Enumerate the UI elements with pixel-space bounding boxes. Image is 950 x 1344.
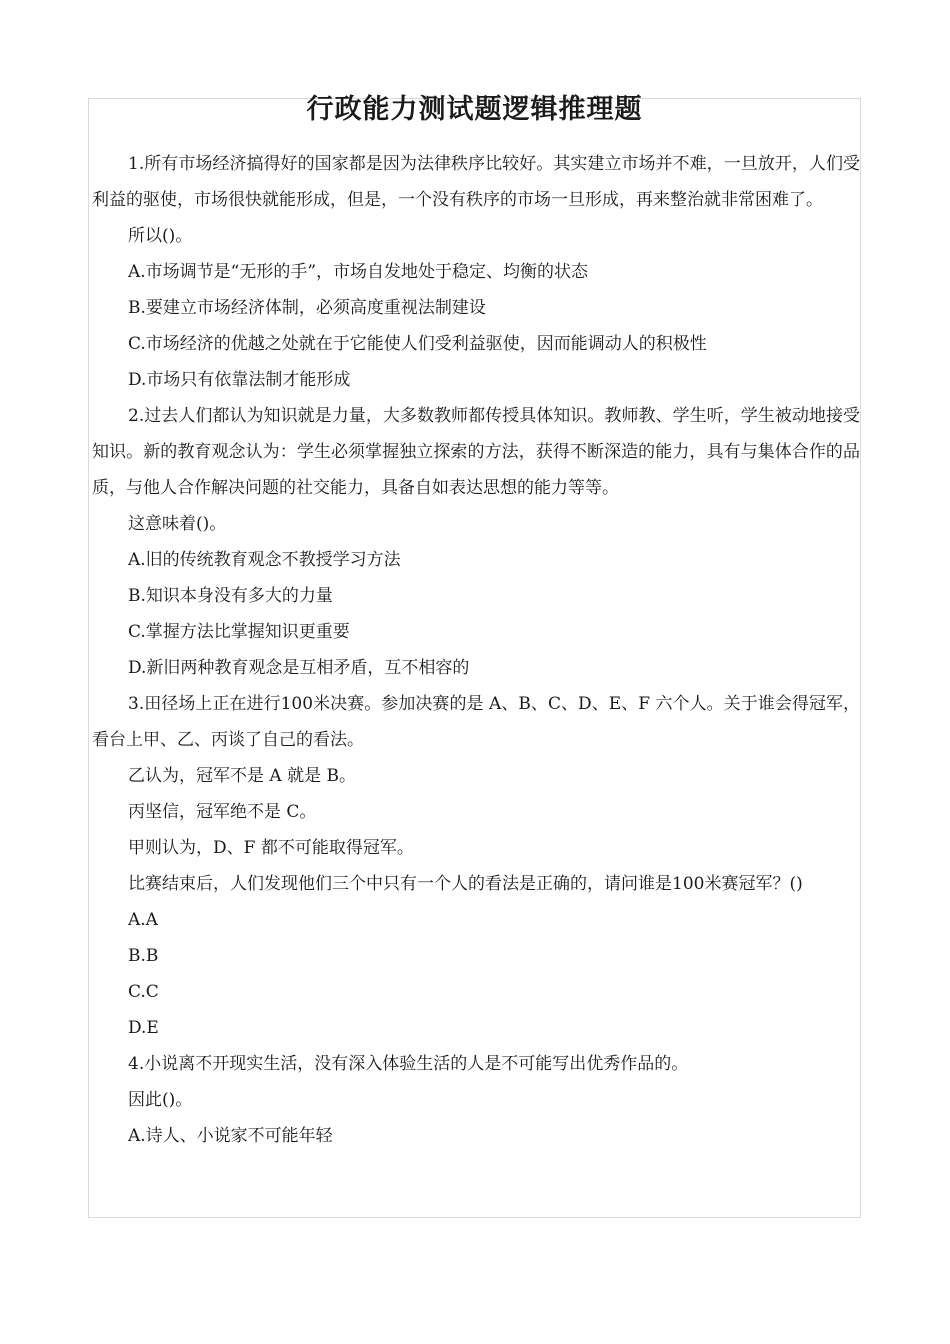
statement: 乙认为，冠军不是 A 就是 B。 xyxy=(128,766,356,786)
question-prompt: 这意味着()。 xyxy=(128,514,227,534)
question-prompt: 所以()。 xyxy=(128,226,193,246)
answer-option: A.旧的传统教育观念不教授学习方法 xyxy=(128,550,401,570)
question-stem: 3.田径场上正在进行100米决赛。参加决赛的是 A、B、C、D、E、F 六个人。关于谁会得冠军，看台上甲、乙、丙谈了自己的看法。 xyxy=(92,694,860,750)
answer-option: C.掌握方法比掌握知识更重要 xyxy=(128,622,350,642)
answer-option: A.市场调节是“无形的手”，市场自发地处于稳定、均衡的状态 xyxy=(128,262,589,282)
answer-option: B.知识本身没有多大的力量 xyxy=(128,586,333,606)
question-prompt: 因此()。 xyxy=(128,1090,193,1110)
answer-option: B.要建立市场经济体制，必须高度重视法制建设 xyxy=(128,298,486,318)
answer-option: A.A xyxy=(128,910,158,930)
answer-option: D.市场只有依靠法制才能形成 xyxy=(128,370,351,390)
document-title: 行政能力测试题逻辑推理题 xyxy=(306,94,643,125)
document-body xyxy=(92,146,860,1154)
answer-option: B.B xyxy=(128,946,159,966)
answer-option: D.E xyxy=(128,1018,159,1038)
answer-option: C.C xyxy=(128,982,159,1002)
statement: 丙坚信，冠军绝不是 C。 xyxy=(128,802,317,822)
question-stem: 1.所有市场经济搞得好的国家都是因为法律秩序比较好。其实建立市场并不难，一旦放开，人们受利益的驱使，市场很快就能形成，但是，一个没有秩序的市场一旦形成，再来整治就非常困难了。 xyxy=(92,154,860,210)
question-stem: 2.过去人们都认为知识就是力量，大多数教师都传授具体知识。教师教、学生听，学生被动地接受知识。新的教育观念认为：学生必须掌握独立探索的方法，获得不断深造的能力，具有与集体合作的品质，与他人合作解决问题的社交能力，具备自如表达思想的能力等等。 xyxy=(92,406,860,498)
answer-option: A.诗人、小说家不可能年轻 xyxy=(128,1126,333,1146)
question-stem: 4.小说离不开现实生活，没有深入体验生活的人是不可能写出优秀作品的。 xyxy=(128,1054,689,1074)
answer-option: D.新旧两种教育观念是互相矛盾，互不相容的 xyxy=(128,658,470,678)
question-prompt: 比赛结束后，人们发现他们三个中只有一个人的看法是正确的，请问谁是100米赛冠军？() xyxy=(128,874,803,894)
answer-option: C.市场经济的优越之处就在于它能使人们受利益驱使，因而能调动人的积极性 xyxy=(128,334,707,354)
statement: 甲则认为，D、F 都不可能取得冠军。 xyxy=(128,838,414,858)
